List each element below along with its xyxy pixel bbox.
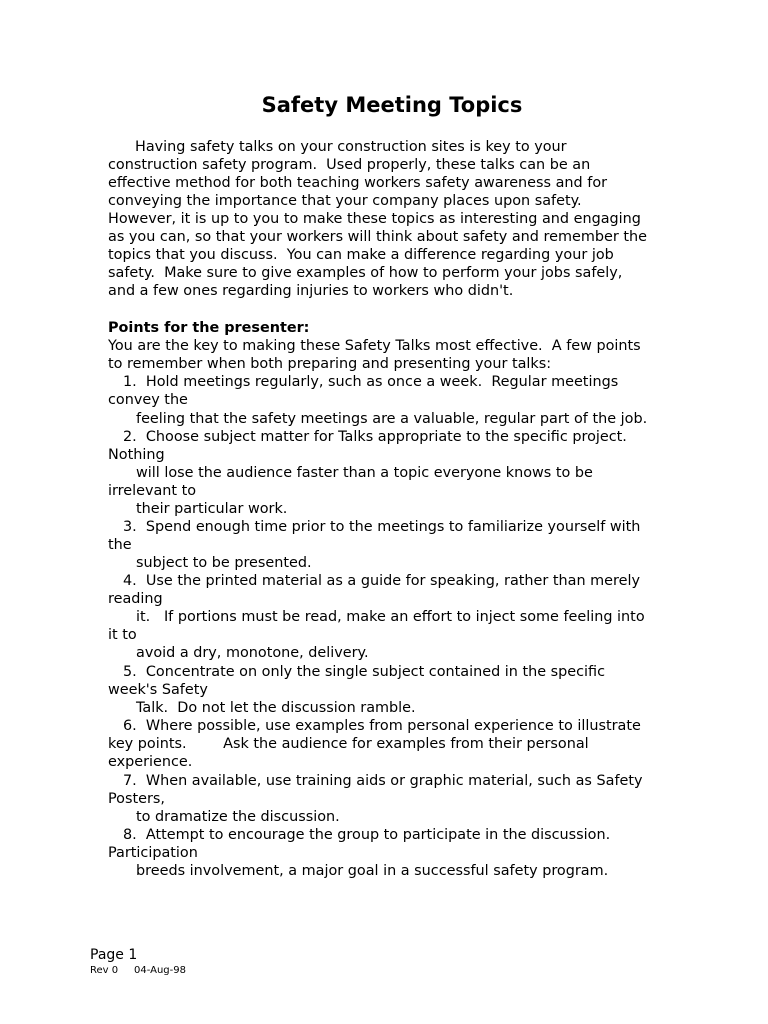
point-line: convey the (108, 392, 188, 408)
section-intro-line: You are the key to making these Safety Talks most effective. A few points (108, 338, 641, 354)
point-line: 2. Choose subject matter for Talks appropriate to the specific project. (123, 429, 627, 445)
page-title: Safety Meeting Topics (261, 93, 523, 117)
point-line: 1. Hold meetings regularly, such as once a week. Regular meetings (123, 374, 619, 390)
point-line: experience. (108, 754, 193, 770)
point-line: 7. When available, use training aids or graphic material, such as Safety (123, 773, 643, 789)
point-line: 3. Spend enough time prior to the meetings to familiarize yourself with (123, 519, 641, 535)
intro-line: effective method for both teaching workers safety awareness and for (108, 175, 608, 191)
intro-line: safety. Make sure to give examples of how to perform your jobs safely, (108, 265, 623, 281)
intro-line: However, it is up to you to make these topics as interesting and engaging (108, 211, 641, 227)
intro-line: conveying the importance that your company places upon safety. (108, 193, 582, 209)
point-line: 5. Concentrate on only the single subject contained in the specific (123, 664, 606, 680)
point-line: their particular work. (136, 501, 288, 517)
point-line: will lose the audience faster than a topic everyone knows to be (136, 465, 593, 481)
point-line: it. If portions must be read, make an effort to inject some feeling into (136, 609, 645, 625)
point-line: Participation (108, 845, 198, 861)
point-line: 6. Where possible, use examples from personal experience to illustrate (123, 718, 641, 734)
section-intro-line: to remember when both preparing and presenting your talks: (108, 356, 552, 372)
point-line: feeling that the safety meetings are a valuable, regular part of the job. (136, 411, 648, 427)
section-heading: Points for the presenter: (108, 320, 310, 336)
intro-line: as you can, so that your workers will think about safety and remember the (108, 229, 647, 245)
point-line: week's Safety (108, 682, 208, 698)
point-line: to dramatize the discussion. (136, 809, 340, 825)
point-line: 4. Use the printed material as a guide for speaking, rather than merely (123, 573, 641, 589)
point-line: reading (108, 591, 163, 607)
point-line: breeds involvement, a major goal in a successful safety program. (136, 863, 609, 879)
point-line: the (108, 537, 132, 553)
revision-info: Rev 0 04-Aug-98 (90, 965, 186, 976)
intro-line: topics that you discuss. You can make a difference regarding your job (108, 247, 614, 263)
point-line: Posters, (108, 791, 165, 807)
point-line: it to (108, 627, 137, 643)
point-line: irrelevant to (108, 483, 197, 499)
point-line: 8. Attempt to encourage the group to participate in the discussion. (123, 827, 611, 843)
point-line: subject to be presented. (136, 555, 312, 571)
point-line: Talk. Do not let the discussion ramble. (136, 700, 416, 716)
page-number: Page 1 (90, 947, 138, 963)
point-line: key points. Ask the audience for examples from their personal (108, 736, 589, 752)
point-line: avoid a dry, monotone, delivery. (136, 645, 369, 661)
intro-line: construction safety program. Used properly, these talks can be an (108, 157, 591, 173)
point-line: Nothing (108, 447, 165, 463)
intro-line: Having safety talks on your construction sites is key to your (135, 139, 567, 155)
intro-line: and a few ones regarding injuries to workers who didn't. (108, 283, 514, 299)
